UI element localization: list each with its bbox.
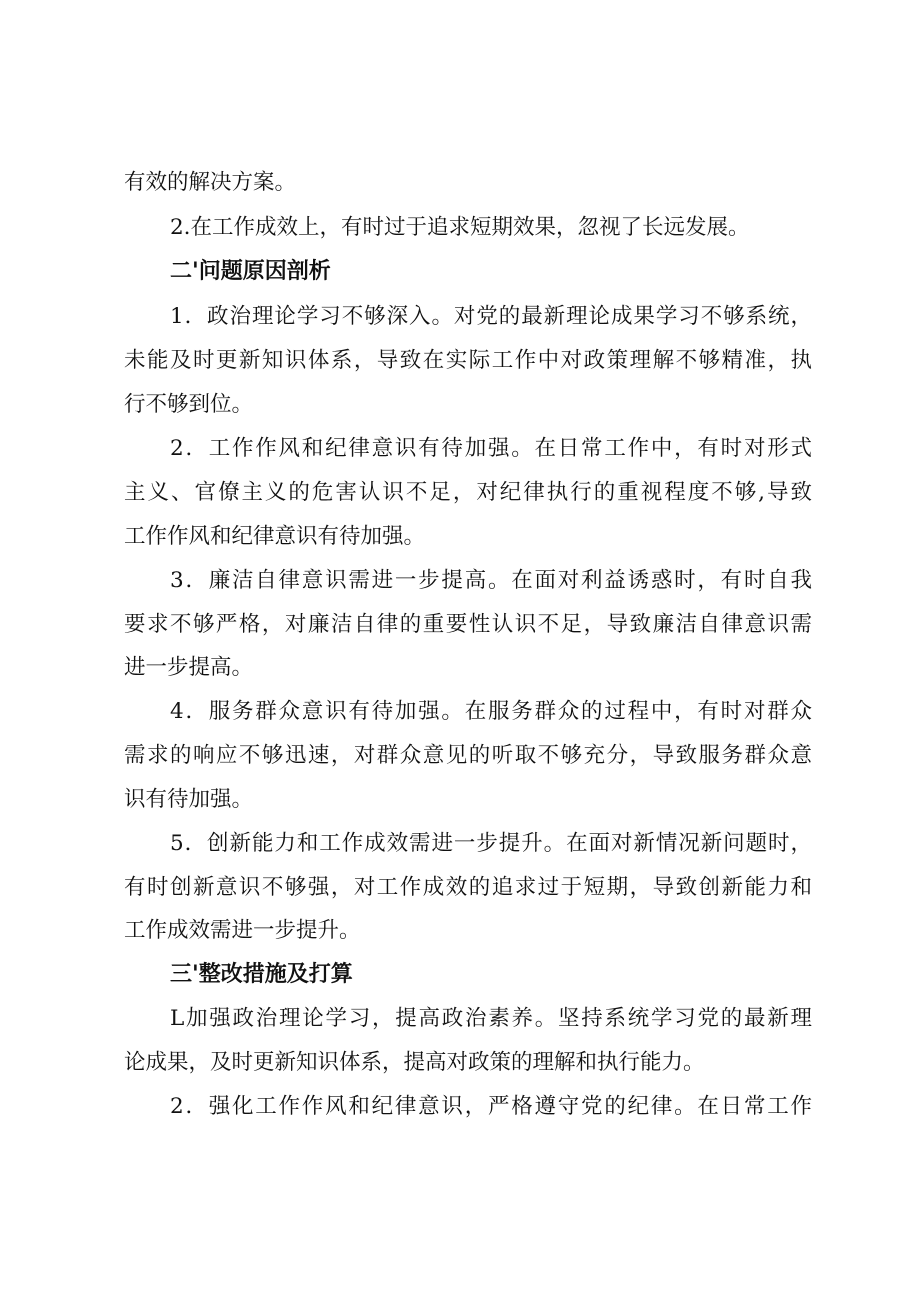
paragraph-line: 2．强化工作作风和纪律意识，严格遵守党的纪律。在日常工作: [170, 1094, 812, 1119]
paragraph-line: 识有待加强。: [124, 787, 254, 812]
paragraph-line: 有时创新意识不够强，对工作成效的追求过于短期，导致创新能力和: [124, 875, 812, 900]
paragraph-line: 未能及时更新知识体系，导致在实际工作中对政策理解不够精准，执: [124, 348, 812, 373]
paragraph-line: 4．服务群众意识有待加强。在服务群众的过程中，有时对群众: [170, 699, 812, 724]
paragraph-line: 有效的解决方案。: [124, 170, 297, 195]
paragraph-line: L加强政治理论学习，提高政治素养。坚持系统学习党的最新理: [170, 1006, 812, 1031]
paragraph-line: 需求的响应不够迅速，对群众意见的听取不够充分，导致服务群众意: [124, 743, 812, 768]
paragraph-line: 5．创新能力和工作成效需进一步提升。在面对新情况新问题时，: [170, 831, 812, 856]
paragraph-line: 工作作风和纪律意识有待加强。: [124, 524, 426, 549]
paragraph-line: 3．廉洁自律意识需进一步提高。在面对利益诱惑时，有时自我: [170, 568, 812, 593]
paragraph-line: 行不够到位。: [124, 392, 254, 417]
paragraph-line: 进一步提高。: [124, 655, 254, 680]
paragraph-line: 2.在工作成效上，有时过于追求短期效果，忽视了长远发展。: [170, 215, 750, 240]
paragraph-line: 要求不够严格，对廉洁自律的重要性认识不足，导致廉洁自律意识需: [124, 612, 812, 637]
paragraph-line: 主义、官僚主义的危害认识不足，对纪律执行的重视程度不够,导致: [124, 480, 812, 505]
paragraph-line: 论成果，及时更新知识体系，提高对政策的理解和执行能力。: [124, 1050, 705, 1075]
paragraph-line: 2．工作作风和纪律意识有待加强。在日常工作中，有时对形式: [170, 436, 812, 461]
section-heading: 二'问题原因剖析: [170, 259, 331, 284]
section-heading: 三'整改措施及打算: [170, 962, 353, 987]
paragraph-line: 工作成效需进一步提升。: [124, 918, 361, 943]
paragraph-line: 1．政治理论学习不够深入。对党的最新理论成果学习不够系统，: [170, 304, 812, 329]
